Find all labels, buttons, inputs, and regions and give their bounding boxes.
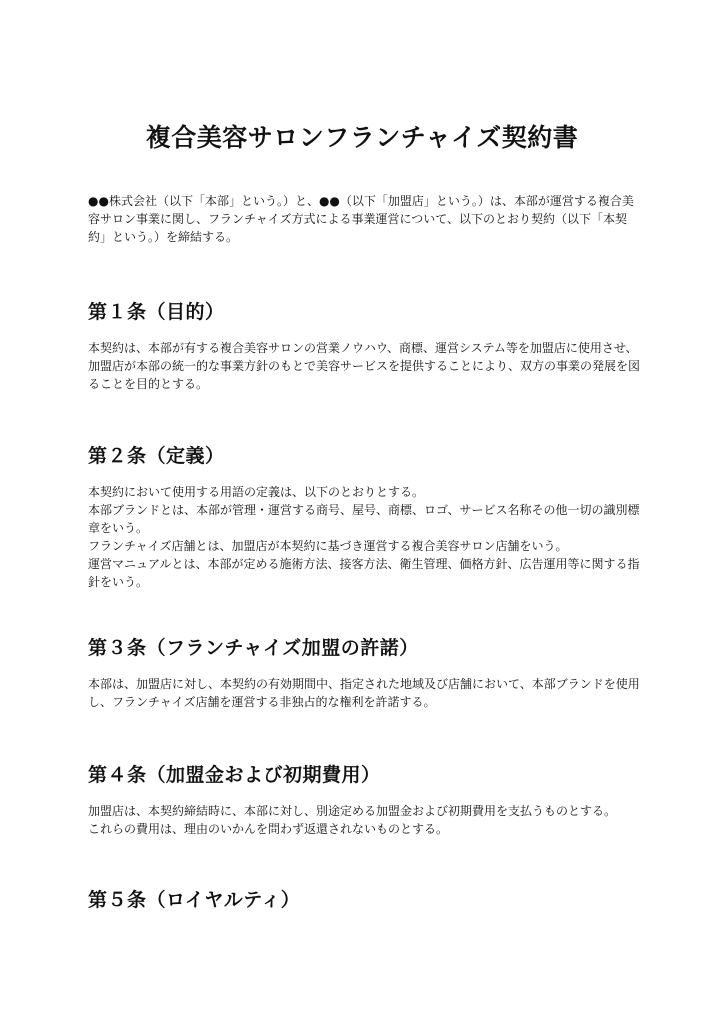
document-title: 複合美容サロンフランチャイズ契約書 bbox=[145, 123, 579, 152]
article-paragraph: 加盟店は、本契約締結時に、本部に対し、別途定める加盟金および初期費用を支払うものとする。 bbox=[88, 804, 617, 818]
article-paragraph: 本契約において使用する用語の定義は、以下のとおりとする。 bbox=[88, 485, 425, 499]
article-paragraph: 本契約は、本部が有する複合美容サロンの営業ノウハウ、商標、運営システム等を加盟店に使用させ、加盟店が本部の統一的な事業方針のもとで美容サービスを提供することにより、双方の事業の発展を図ることを目的とする。 bbox=[88, 341, 641, 391]
article-paragraph: フランチャイズ店舗とは、加盟店が本契約に基づき運営する複合美容サロン店舗をいう。 bbox=[88, 539, 568, 553]
article-heading: 第１条（目的） bbox=[88, 301, 225, 323]
article-body bbox=[88, 802, 640, 838]
article-1 bbox=[88, 299, 640, 393]
article-paragraph: 本部は、加盟店に対し、本契約の有効期間中、指定された地域及び店舗において、本部ブランドを使用し、フランチャイズ店舗を運営する非独占的な権利を許諾する。 bbox=[88, 677, 640, 709]
article-paragraph: これらの費用は、理由のいかんを問わず返還されないものとする。 bbox=[88, 822, 449, 836]
article-5 bbox=[88, 887, 640, 913]
article-4 bbox=[88, 762, 640, 838]
article-heading: 第２条（定義） bbox=[88, 445, 225, 467]
article-body bbox=[88, 675, 640, 711]
article-body bbox=[88, 339, 640, 393]
article-heading: 第５条（ロイヤルティ） bbox=[88, 889, 301, 911]
article-2 bbox=[88, 443, 640, 591]
article-paragraph: 運営マニュアルとは、本部が定める施術方法、接客方法、衛生管理、価格方針、広告運用等に関する指針をいう。 bbox=[88, 557, 640, 589]
article-paragraph: 本部ブランドとは、本部が管理・運営する商号、屋号、商標、ロゴ、サービス名称その他一切の識別標章をいう。 bbox=[88, 503, 640, 535]
article-heading: 第４条（加盟金および初期費用） bbox=[88, 764, 381, 786]
article-3 bbox=[88, 635, 640, 711]
article-heading: 第３条（フランチャイズ加盟の許諾） bbox=[88, 637, 419, 659]
intro-paragraph: ●●株式会社（以下「本部」という。）と、●●（以下「加盟店」という。）は、本部が運営する複合美容サロン事業に関し、フランチャイズ方式による事業運営について、以下のとおり契約（以下「本契約」という。）を締結する。 bbox=[88, 194, 634, 244]
article-body bbox=[88, 483, 640, 591]
